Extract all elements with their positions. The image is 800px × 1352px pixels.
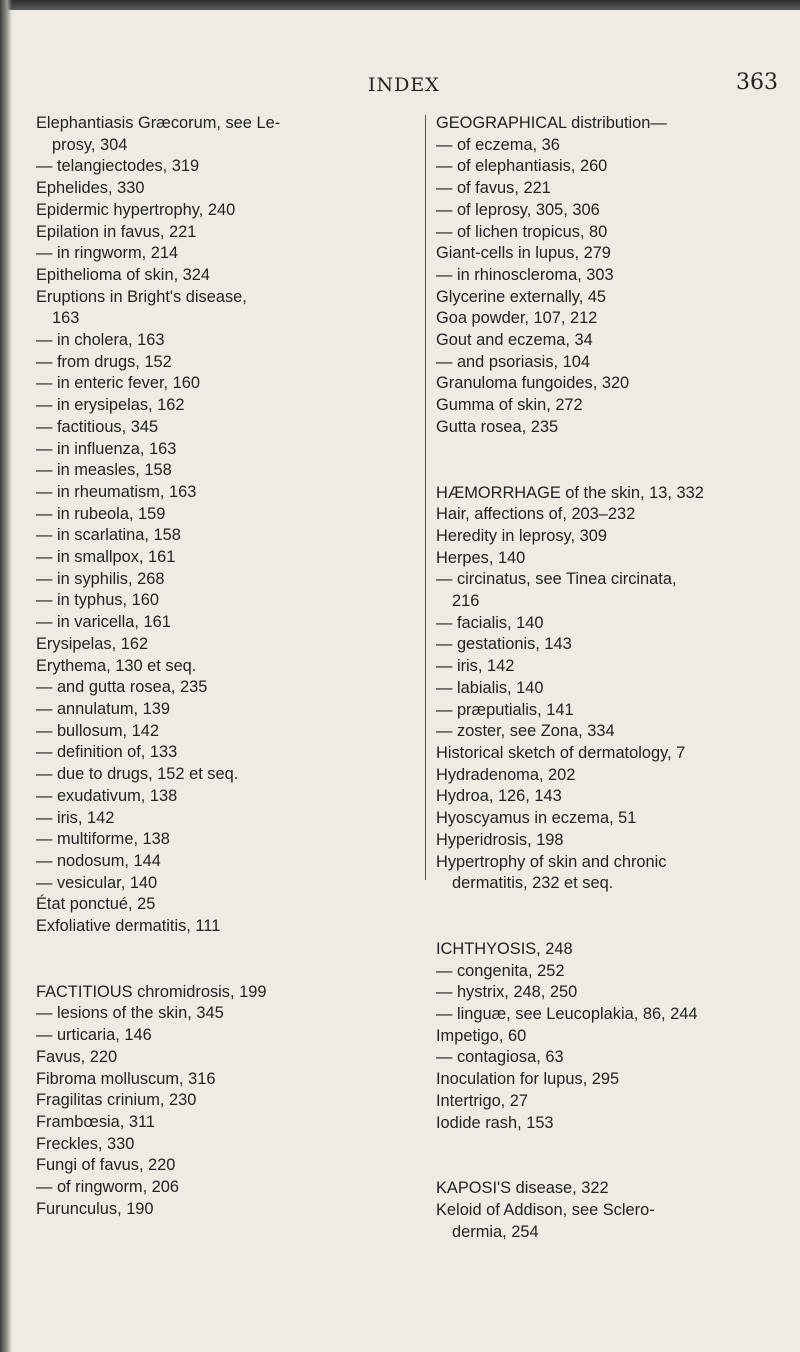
index-entry: Impetigo, 60	[436, 1026, 527, 1045]
page-top-shadow	[0, 0, 800, 10]
index-entry: — in influenza, 163	[36, 439, 177, 458]
index-entry: dermia, 254	[452, 1222, 539, 1241]
index-entry: Intertrigo, 27	[436, 1091, 529, 1110]
index-entry: — from drugs, 152	[36, 352, 172, 371]
index-entry: — in smallpox, 161	[36, 548, 176, 567]
index-entry: — in rubeola, 159	[36, 504, 166, 523]
index-entry: Hyperidrosis, 198	[436, 830, 564, 849]
index-entry: — in enteric fever, 160	[36, 374, 200, 393]
index-entry: — in typhus, 160	[36, 591, 160, 610]
index-entry: — contagiosa, 63	[436, 1048, 564, 1067]
index-entry: KAPOSI'S disease, 322	[436, 1179, 609, 1198]
index-entry: — of favus, 221	[436, 179, 551, 198]
index-entry: 216	[452, 592, 480, 611]
index-entry: — of ringworm, 206	[36, 1178, 180, 1197]
index-entry: Goa powder, 107, 212	[436, 309, 598, 328]
index-entry: — urticaria, 146	[36, 1026, 152, 1045]
section-gap	[436, 1134, 776, 1178]
index-entry: — præputialis, 141	[436, 700, 574, 719]
index-entry: Granuloma fungoides, 320	[436, 374, 630, 393]
index-entry: prosy, 304	[52, 135, 128, 154]
index-entry: Inoculation for lupus, 295	[436, 1070, 620, 1089]
index-entry: — and psoriasis, 104	[436, 352, 590, 371]
index-entry: Epithelioma of skin, 324	[36, 265, 211, 284]
index-entry: FACTITIOUS chromidrosis, 199	[36, 982, 267, 1001]
index-entry: — gestationis, 143	[436, 635, 572, 654]
index-entry: Gout and eczema, 34	[436, 331, 593, 350]
index-entry: — telangiectodes, 319	[36, 157, 200, 176]
index-entry: Glycerine externally, 45	[436, 287, 607, 306]
index-entry: — zoster, see Zona, 334	[436, 722, 615, 741]
index-entry: — linguæ, see Leucoplakia, 86, 244	[436, 1005, 698, 1024]
index-entry: Hypertrophy of skin and chronic	[436, 852, 667, 871]
index-entry: Favus, 220	[36, 1047, 118, 1066]
index-entry: Hydradenoma, 202	[436, 765, 576, 784]
index-entry: — in varicella, 161	[36, 613, 171, 632]
index-entry: État ponctué, 25	[36, 895, 156, 914]
index-entry: — hystrix, 248, 250	[436, 983, 578, 1002]
index-entry: Keloid of Addison, see Sclero-	[436, 1200, 655, 1219]
index-entry: — due to drugs, 152 et seq.	[36, 765, 239, 784]
section-gap	[436, 895, 776, 939]
index-entry: — lesions of the skin, 345	[36, 1004, 224, 1023]
index-entry: Furunculus, 190	[36, 1199, 154, 1218]
section-gap	[436, 439, 776, 483]
index-entry: 163	[52, 309, 80, 328]
index-entry: Herpes, 140	[436, 548, 526, 567]
index-entry: Freckles, 330	[36, 1134, 135, 1153]
index-entry: Gutta rosea, 235	[436, 417, 559, 436]
index-entry: Erysipelas, 162	[36, 634, 149, 653]
index-entry: dermatitis, 232 et seq.	[452, 874, 614, 893]
index-entry: Iodide rash, 153	[436, 1113, 554, 1132]
index-entry: — in cholera, 163	[36, 331, 165, 350]
index-entry: Gumma of skin, 272	[436, 396, 583, 415]
index-entry: — in rhinoscleroma, 303	[436, 265, 614, 284]
index-entry: — in rheumatism, 163	[36, 482, 197, 501]
index-entry: — circinatus, see Tinea circinata,	[436, 570, 677, 589]
index-entry: — multiforme, 138	[36, 830, 170, 849]
index-entry: — labialis, 140	[436, 678, 544, 697]
index-column-right	[436, 113, 776, 1243]
index-entry: Eruptions in Bright's disease,	[36, 287, 247, 306]
index-entry: — definition of, 133	[36, 743, 178, 762]
index-entry: — in measles, 158	[36, 461, 172, 480]
index-entry: Epilation in favus, 221	[36, 222, 197, 241]
index-entry: — iris, 142	[36, 808, 115, 827]
page-gutter-shadow	[0, 0, 12, 1352]
column-divider	[425, 115, 426, 880]
index-entry: — nodosum, 144	[36, 851, 161, 870]
index-entry: Fragilitas crinium, 230	[36, 1091, 197, 1110]
index-entry: — congenita, 252	[436, 961, 565, 980]
index-entry: — in syphilis, 268	[36, 569, 165, 588]
index-entry: — factitious, 345	[36, 417, 159, 436]
index-entry: Fibroma molluscum, 316	[36, 1069, 216, 1088]
index-entry: — and gutta rosea, 235	[36, 678, 208, 697]
page-number: 363	[736, 70, 778, 95]
page-header	[0, 60, 800, 100]
index-entry: ICHTHYOSIS, 248	[436, 939, 573, 958]
index-entry: Exfoliative dermatitis, 111	[36, 917, 221, 936]
index-entry: Hydroa, 126, 143	[436, 787, 562, 806]
index-entry: — of eczema, 36	[436, 135, 560, 154]
index-entry: Heredity in leprosy, 309	[436, 526, 607, 545]
index-entry: — bullosum, 142	[36, 721, 159, 740]
index-entry: — of leprosy, 305, 306	[436, 200, 600, 219]
index-entry: Frambœsia, 311	[36, 1112, 156, 1131]
index-entry: — vesicular, 140	[36, 873, 158, 892]
index-column-left	[36, 113, 402, 1220]
index-entry: Giant-cells in lupus, 279	[436, 244, 611, 263]
index-entry: — facialis, 140	[436, 613, 544, 632]
index-entry: Hyoscyamus in eczema, 51	[436, 809, 637, 828]
index-entry: Historical sketch of dermatology, 7	[436, 743, 686, 762]
index-entry: — in scarlatina, 158	[36, 526, 181, 545]
index-entry: GEOGRAPHICAL distribution—	[436, 114, 667, 132]
index-entry: Ephelides, 330	[36, 179, 145, 198]
index-entry: — in ringworm, 214	[36, 244, 179, 263]
index-entry: — in erysipelas, 162	[36, 396, 185, 415]
index-entry: — exudativum, 138	[36, 786, 178, 805]
index-entry: Hair, affections of, 203–232	[436, 505, 636, 524]
index-entry: Epidermic hypertrophy, 240	[36, 200, 236, 219]
index-entry: Erythema, 130 et seq.	[36, 656, 197, 675]
index-entry: — iris, 142	[436, 657, 515, 676]
index-entry: Fungi of favus, 220	[36, 1156, 176, 1175]
index-entry: Elephantiasis Græcorum, see Le-	[36, 114, 281, 132]
section-gap	[36, 938, 402, 982]
index-entry: HÆMORRHAGE of the skin, 13, 332	[436, 483, 704, 502]
running-title: INDEX	[368, 74, 440, 96]
index-entry: — of elephantiasis, 260	[436, 157, 608, 176]
index-entry: — annulatum, 139	[36, 699, 170, 718]
index-entry: — of lichen tropicus, 80	[436, 222, 608, 241]
